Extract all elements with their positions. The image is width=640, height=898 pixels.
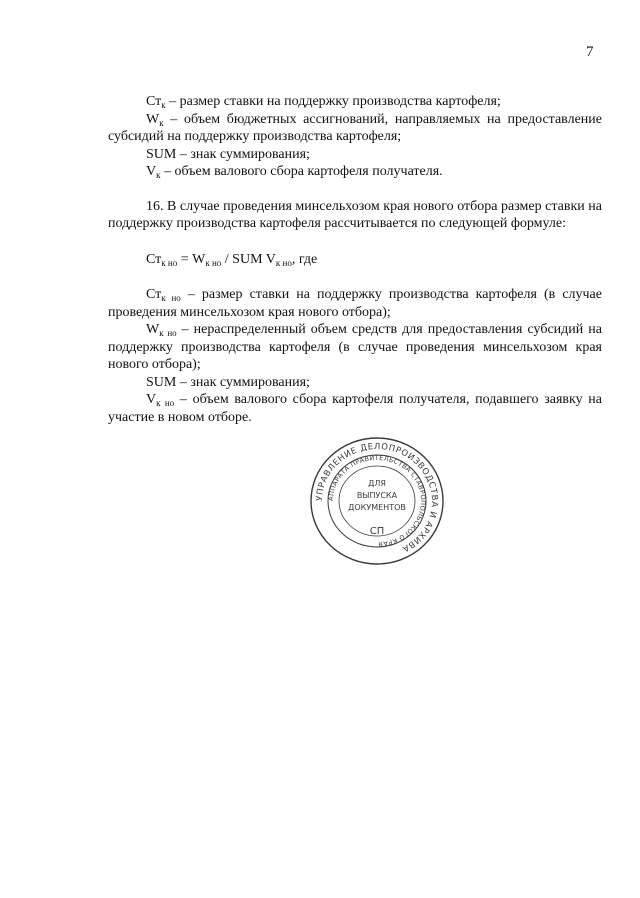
seal-bottom-mark: СП bbox=[369, 526, 385, 537]
definition-text: – размер ставки на поддержку производства картофеля; bbox=[165, 94, 501, 109]
symbol: Ст bbox=[146, 94, 162, 109]
symbol: Ст bbox=[146, 287, 162, 302]
definition-sum-no: SUM – знак суммирования; bbox=[146, 374, 310, 390]
definition-st-k-no bbox=[108, 286, 602, 321]
symbol-subscript: к но bbox=[159, 328, 177, 338]
symbol-subscript: к но bbox=[161, 293, 181, 303]
formula-subscript: к но bbox=[205, 257, 222, 268]
seal-inner-text: АППАРАТА ПРАВИТЕЛЬСТВА СТАВРОПОЛЬСКОГО КРАЯ bbox=[326, 453, 428, 549]
document-body bbox=[108, 93, 602, 426]
formula-part: Ст bbox=[146, 251, 162, 267]
definition-w-k bbox=[108, 111, 602, 146]
formula-part: / SUM V bbox=[221, 251, 276, 267]
definition-w-k-no bbox=[108, 321, 602, 374]
symbol: W bbox=[146, 111, 160, 127]
formula-subscript: к но bbox=[161, 257, 178, 268]
clause-16: 16. В случае проведения минсельхозом края нового отбора размер ставки на поддержку производства картофеля рассчитывается по следующей формуле: bbox=[108, 198, 602, 231]
seal-outer-text: УПРАВЛЕНИЕ ДЕЛОПРОИЗВОДСТВА И АРХИВА bbox=[314, 441, 440, 554]
formula bbox=[108, 251, 602, 269]
page-number: 7 bbox=[586, 44, 594, 60]
seal-center-line-1: ДЛЯ bbox=[368, 479, 386, 488]
formula-part: = W bbox=[177, 251, 206, 267]
symbol-subscript: к bbox=[159, 117, 164, 128]
symbol-subscript: к bbox=[161, 100, 166, 110]
formula-subscript: к но bbox=[275, 257, 292, 268]
definition-text: – размер ставки на поддержку производства картофеля (в случае проведения минсельхозом края нового отбора); bbox=[108, 287, 602, 320]
seal-center-line-2: ВЫПУСКА bbox=[356, 491, 398, 500]
symbol-subscript: к bbox=[156, 170, 161, 180]
definition-sum: SUM – знак суммирования; bbox=[146, 146, 310, 162]
definition-text: – объем бюджетных ассигнований, направляемых на предоставление субсидий на поддержку производства картофеля; bbox=[108, 111, 602, 144]
symbol: V bbox=[146, 392, 157, 407]
definition-v-k bbox=[108, 163, 602, 181]
seal-center-line-3: ДОКУМЕНТОВ bbox=[348, 503, 406, 512]
definition-text: – объем валового сбора картофеля получателя, подавшего заявку на участие в новом отборе. bbox=[108, 392, 602, 425]
seal-graphic bbox=[309, 436, 445, 566]
definition-text: – нераспределенный объем средств для предоставления субсидий на поддержку производства картофеля (в случае проведения минсельхозом края нового отбора); bbox=[108, 322, 602, 372]
formula-part: , где bbox=[291, 251, 318, 267]
symbol: W bbox=[146, 322, 160, 337]
official-seal-stamp bbox=[309, 436, 445, 566]
symbol-subscript: к но bbox=[156, 398, 175, 408]
definition-st-k bbox=[108, 93, 602, 111]
symbol: V bbox=[146, 164, 157, 179]
definition-text: – объем валового сбора картофеля получателя. bbox=[160, 164, 443, 179]
definition-v-k-no bbox=[108, 391, 602, 426]
